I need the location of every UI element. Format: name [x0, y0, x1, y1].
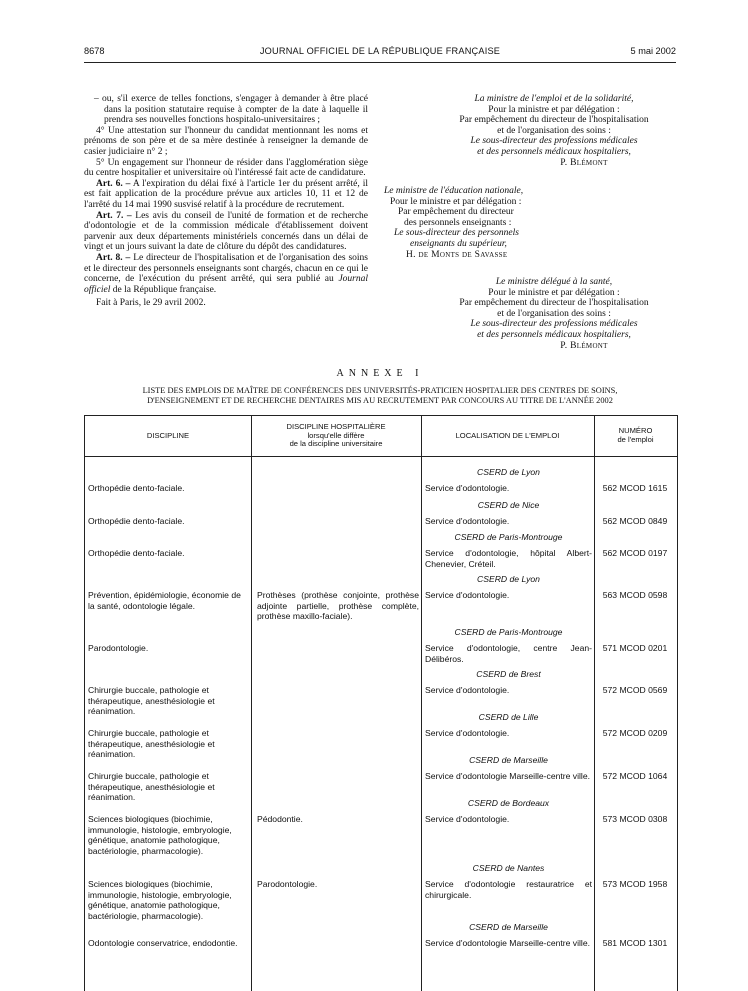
signatory-line: et de l'organisation des soins : [497, 125, 611, 136]
article-text: Le directeur de l'hospitalisation et de l'organisation des soins et le directeur des personnels enseignants sont chargés, chacun en ce qui le concerne, de l'exécution du présent arrêté, qui sera publié au [84, 252, 369, 285]
job-number-cell: 572 MCOD 0209 [602, 728, 668, 738]
publication-date: 5 mai 2002 [630, 46, 676, 56]
cserd-centre: CSERD de Lyon [477, 467, 540, 477]
list-title-line: D'ENSEIGNEMENT ET DE RECHERCHE DENTAIRES MIS AU RECRUTEMENT PAR CONCOURS AU TITRE DE L'ANNÉE 2002 [147, 396, 613, 405]
cserd-centre: CSERD de Marseille [469, 922, 548, 932]
left-text-column [84, 94, 368, 309]
cserd-centre: CSERD de Paris-Montrouge [454, 627, 563, 637]
signatory-line: Le sous-directeur des professions médicales [470, 136, 638, 147]
signatory-line: Pour le ministre et par délégation : [390, 196, 522, 207]
fait-a-paris: Fait à Paris, le 29 avril 2002. [96, 298, 206, 309]
location-cell: Service d'odontologie Marseille-centre ville. [425, 771, 591, 781]
article-6 [84, 179, 368, 211]
header-line: de l'emploi [617, 435, 654, 444]
article-label: Art. 7. – [96, 210, 132, 221]
signatory-line: et des personnels médicaux hospitaliers, [477, 329, 631, 340]
location-cell: Service d'odontologie. [425, 590, 510, 600]
location-cell: Service d'odontologie. [425, 728, 510, 738]
page-header [84, 44, 676, 60]
job-number-cell: 572 MCOD 1064 [602, 771, 668, 781]
location-cell: Service d'odontologie. [425, 814, 510, 824]
job-number-cell: 573 MCOD 1958 [602, 879, 668, 889]
cserd-centre: CSERD de Marseille [469, 755, 548, 765]
job-number-cell: 571 MCOD 0201 [602, 643, 668, 653]
signature-block-emploi [430, 94, 678, 168]
location-cell: Service d'odontologie. [425, 516, 510, 526]
signature-block-education [384, 186, 584, 260]
hospital-discipline-cell: Parodontologie. [257, 879, 318, 889]
column-header-hospitaliere [251, 416, 421, 456]
column-divider [594, 416, 595, 991]
cserd-centre: CSERD de Nantes [472, 863, 545, 873]
location-cell: Service d'odontologie. [425, 483, 510, 493]
article-text: de la République française. [110, 284, 217, 295]
discipline-cell: Sciences biologiques (biochimie, immunologie, histologie, embryologie, génétique, anatomie pathologique, bactériologie, pharmacologie). [88, 879, 232, 921]
column-header-discipline: DISCIPLINE [146, 430, 190, 440]
signatory-line: Pour la ministre et par délégation : [488, 104, 620, 115]
signatory-line: enseignants du supérieur, [410, 238, 507, 249]
column-header-numero [594, 416, 677, 456]
job-number-cell: 562 MCOD 0849 [602, 516, 668, 526]
cserd-centre: CSERD de Lyon [477, 574, 540, 584]
article-8 [84, 253, 368, 295]
job-number-cell: 573 MCOD 0308 [602, 814, 668, 824]
cserd-centre: CSERD de Paris-Montrouge [454, 532, 563, 542]
signatory-name: P. Blémont [560, 340, 608, 351]
signatory-line: Par empêchement du directeur [398, 207, 514, 218]
cserd-centre: CSERD de Bordeaux [467, 798, 550, 808]
annexe-list-title [84, 386, 676, 406]
cserd-centre: CSERD de Lille [478, 712, 539, 722]
location-cell: Service d'odontologie, hôpital Albert-Chenevier, Créteil. [425, 548, 592, 569]
header-line: NUMÉRO [618, 426, 653, 436]
job-number-cell: 581 MCOD 1301 [602, 938, 668, 948]
column-divider [421, 416, 422, 991]
table-header [85, 416, 677, 457]
hospital-discipline-cell: Prothèses (prothèse conjointe, prothèse adjointe partielle, prothèse complète, prothèse maxillo-faciale). [257, 590, 419, 621]
paragraph: – ou, s'il exerce de telles fonctions, s'engager à demander à être placé dans la position statutaire requise à compter de la date à laquelle il prendra ses nouvelles fonctions hospitalo-universitaires ; [94, 94, 368, 126]
signatory-name: H. de Monts de Savasse [406, 249, 508, 260]
job-number-cell: 562 MCOD 1615 [602, 483, 668, 493]
article-text: A l'expiration du délai fixé à l'article 1er du présent arrêté, il est fait application de la procédure prévue aux articles 10, 11 et 12 de l'arrêté du 14 mai 1990 susvisé relatif à la procédure de recrutement. [84, 178, 368, 210]
job-number-cell: 563 MCOD 0598 [602, 590, 668, 600]
job-number-cell: 562 MCOD 0197 [602, 548, 668, 558]
discipline-cell: Chirurgie buccale, pathologie et thérapeutique, anesthésiologie et réanimation. [88, 728, 215, 759]
signatory-line: des personnels enseignants : [404, 217, 512, 228]
discipline-cell: Orthopédie dento-faciale. [88, 548, 185, 558]
signatory-line: Le sous-directeur des personnels [394, 228, 519, 239]
discipline-cell: Chirurgie buccale, pathologie et thérapeutique, anesthésiologie et réanimation. [88, 685, 215, 716]
cserd-centre: CSERD de Nice [477, 500, 540, 510]
discipline-cell: Parodontologie. [88, 643, 149, 653]
article-text: Les avis du conseil de l'unité de formation et de recherche d'odontologie et de la commission médicale d'établissement doivent parvenir aux deux départements ministériels concernés dans un délai de vingt et un jours suivant la date de clôture du dépôt des candidatures. [84, 210, 369, 253]
signatory-name: P. Blémont [560, 157, 608, 168]
signatory-title: Le ministre délégué à la santé, [495, 277, 613, 287]
column-divider [251, 416, 252, 991]
signatory-title: Le ministre de l'éducation nationale, [384, 186, 524, 196]
signatory-line: Pour le ministre et par délégation : [488, 287, 620, 298]
job-number-cell: 572 MCOD 0569 [602, 685, 668, 695]
cserd-centre: CSERD de Brest [476, 669, 541, 679]
location-cell: Service d'odontologie, centre Jean-Délibéros. [425, 643, 592, 664]
location-cell: Service d'odontologie. [425, 685, 510, 695]
signatory-line: Par empêchement du directeur de l'hospitalisation [459, 115, 649, 126]
emplois-table [84, 415, 678, 991]
hospital-discipline-cell: Pédodontie. [257, 814, 303, 824]
location-cell: Service d'odontologie restauratrice et chirurgicale. [425, 879, 592, 900]
article-7 [84, 211, 368, 253]
column-header-localisation: LOCALISATION DE L'EMPLOI [455, 430, 560, 440]
article-label: Art. 8. – [96, 252, 131, 263]
journal-title: JOURNAL OFFICIEL DE LA RÉPUBLIQUE FRANÇAISE [259, 46, 501, 56]
discipline-cell: Prévention, épidémiologie, économie de la santé, odontologie légale. [88, 590, 241, 611]
header-line: lorsqu'elle diffère [307, 430, 365, 440]
discipline-cell: Orthopédie dento-faciale. [88, 516, 185, 526]
location-cell: Service d'odontologie Marseille-centre ville. [425, 938, 591, 948]
header-line: DISCIPLINE HOSPITALIÈRE [286, 421, 386, 431]
discipline-cell: Orthopédie dento-faciale. [88, 483, 185, 493]
header-line: de la discipline universitaire [289, 439, 383, 449]
page-number: 8678 [84, 46, 105, 56]
discipline-cell: Chirurgie buccale, pathologie et thérapeutique, anesthésiologie et réanimation. [88, 771, 215, 802]
signatory-line: et de l'organisation des soins : [497, 308, 611, 319]
paragraph: 4° Une attestation sur l'honneur du candidat mentionnant les noms et prénoms de son père et de sa mère destinée à renseigner la demande de casier judiciaire n° 2 ; [84, 125, 368, 157]
header-rule [84, 62, 676, 63]
list-title-line: LISTE DES EMPLOIS DE MAÎTRE DE CONFÉRENCES DES UNIVERSITÉS-PRATICIEN HOSPITALIER DES CENTRES DE SOINS, [142, 386, 618, 395]
signatory-line: Par empêchement du directeur de l'hospitalisation [459, 298, 649, 309]
discipline-cell: Odontologie conservatrice, endodontie. [88, 938, 238, 948]
signatory-title: La ministre de l'emploi et de la solidarité, [474, 94, 634, 104]
article-label: Art. 6. – [96, 178, 131, 189]
annexe-heading: ANNEXE I [336, 368, 424, 379]
signature-block-sante [430, 277, 678, 351]
discipline-cell: Sciences biologiques (biochimie, immunologie, histologie, embryologie, génétique, anatomie pathologique, bactériologie, pharmacologie). [88, 814, 232, 856]
journal-reference: Journal officiel [84, 274, 368, 295]
signatory-line: et des personnels médicaux hospitaliers, [477, 146, 631, 157]
paragraph: 5° Un engagement sur l'honneur de résider dans l'agglomération siège du centre hospitalier et universitaire où l'intéressé fait acte de candidature. [84, 157, 368, 179]
signatory-line: Le sous-directeur des professions médicales [470, 319, 638, 330]
